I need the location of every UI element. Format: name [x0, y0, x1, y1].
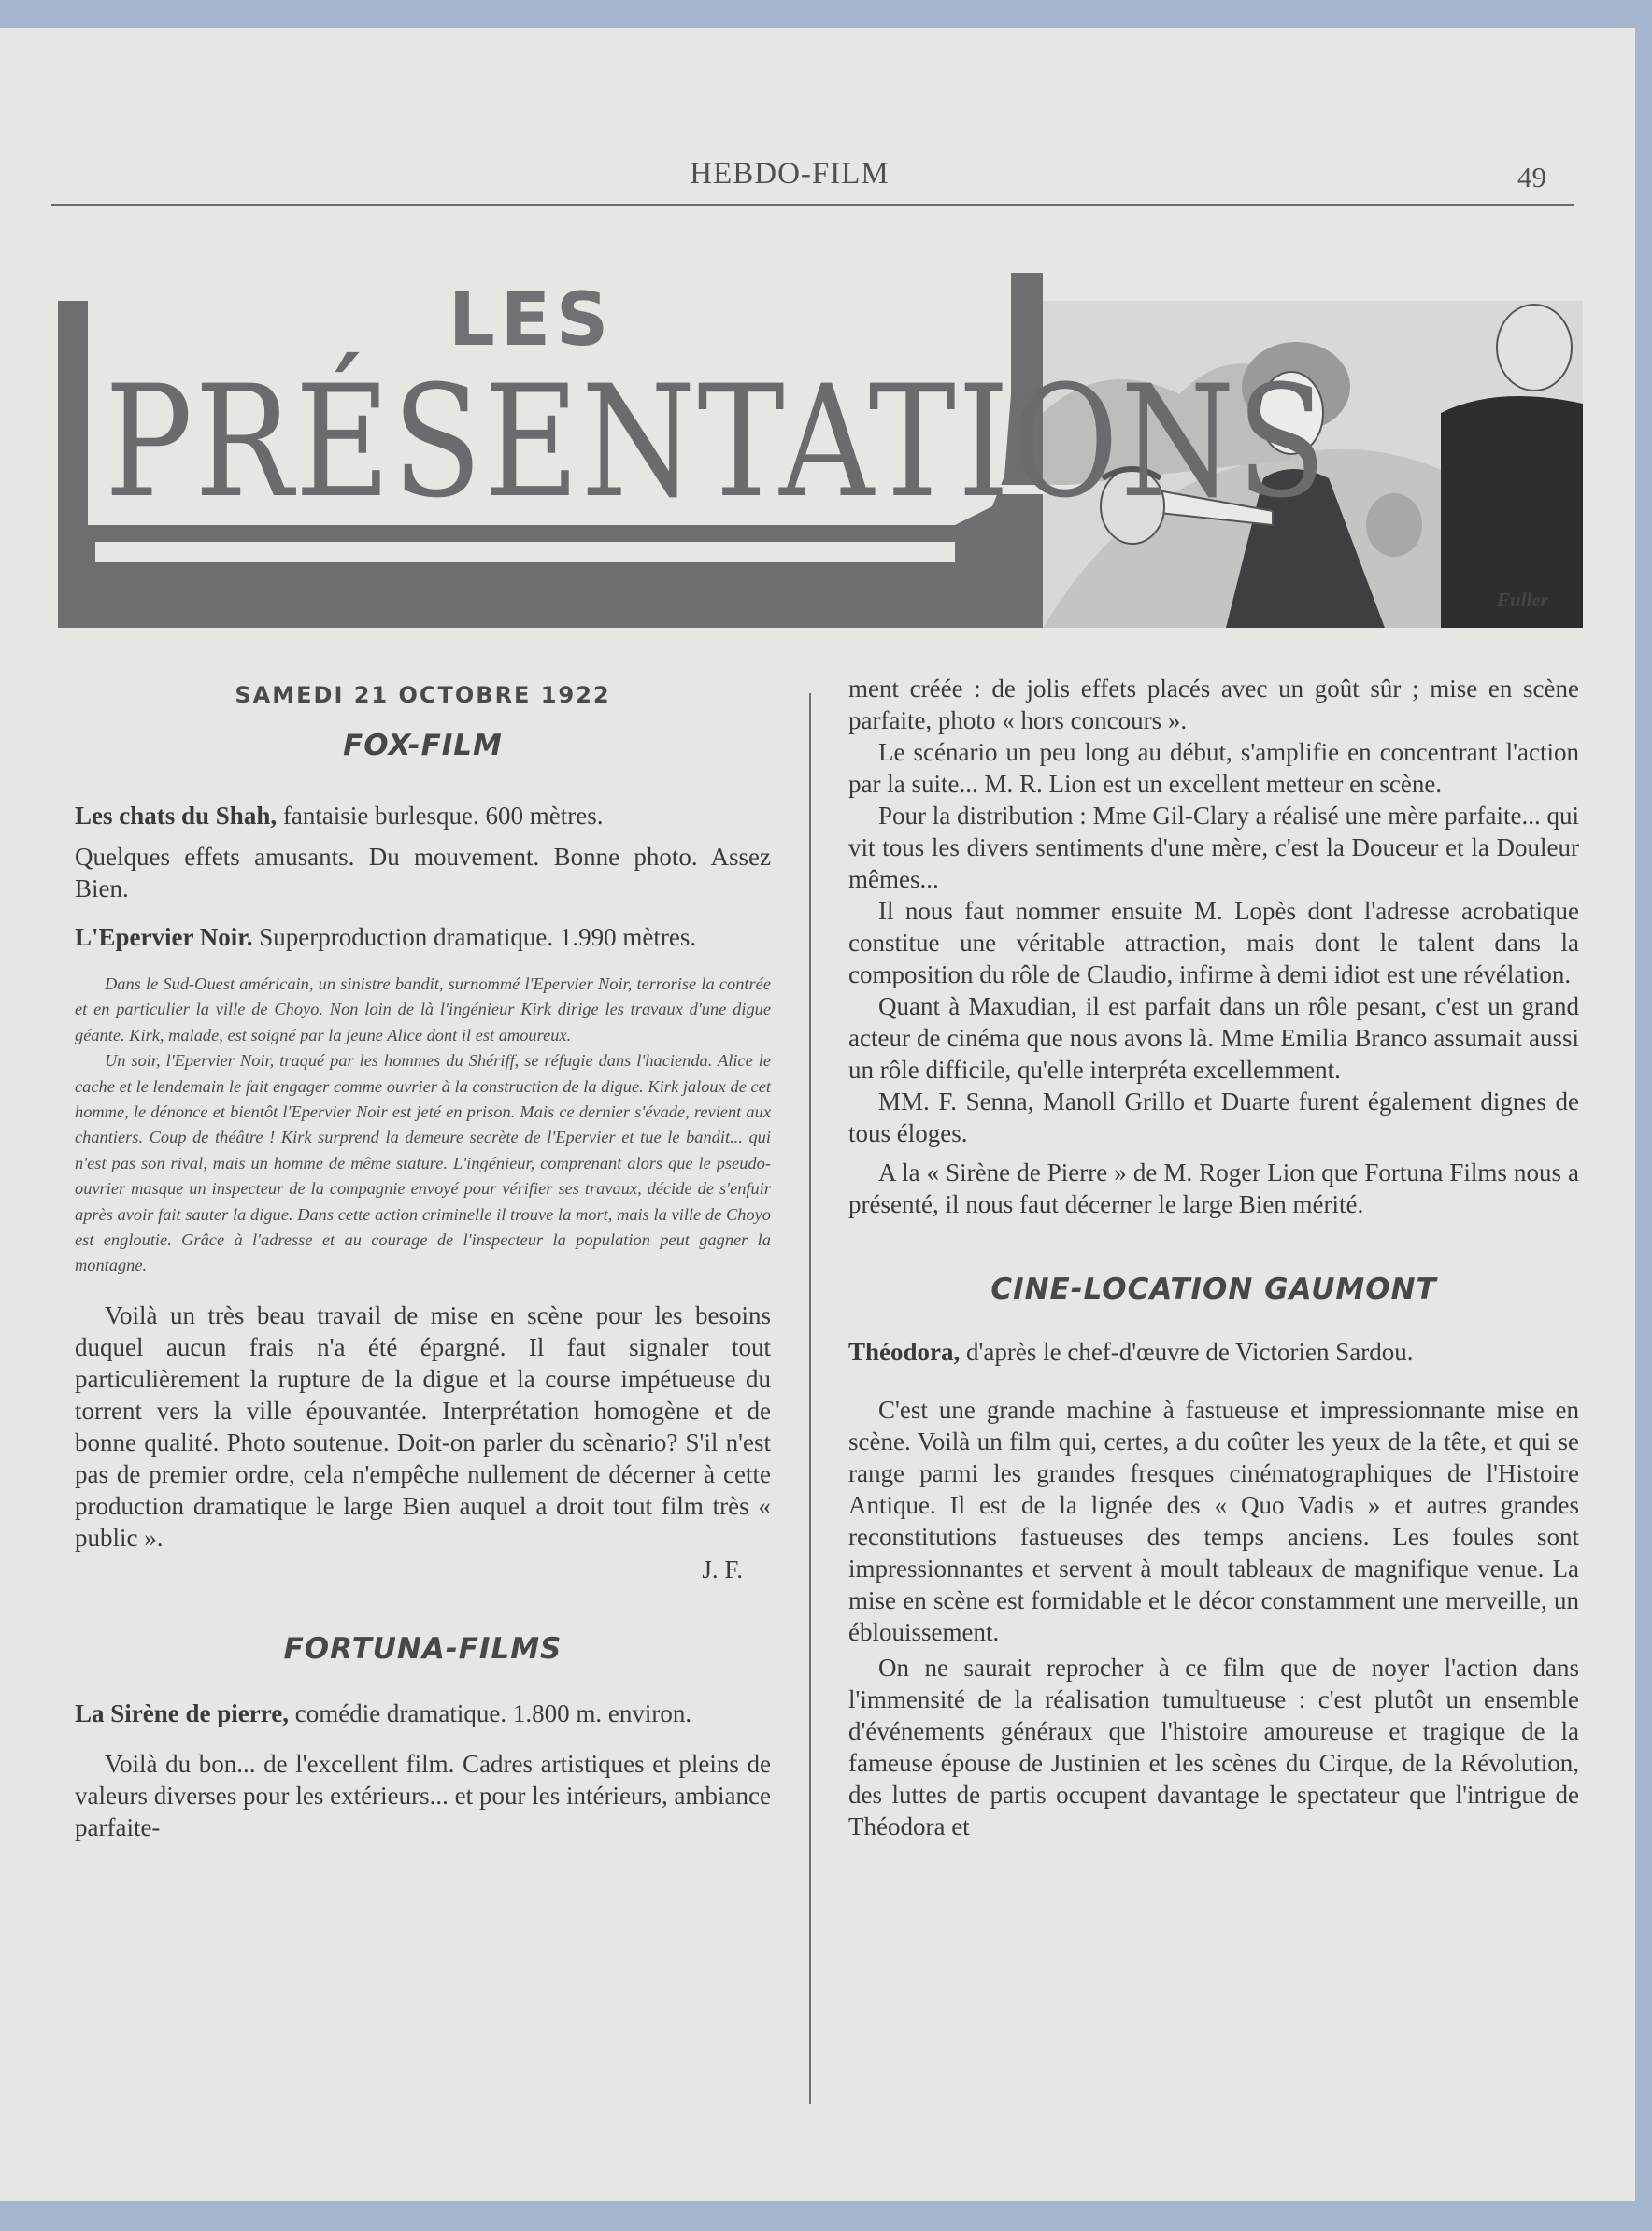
film-entry — [75, 1698, 771, 1729]
magazine-page — [0, 28, 1635, 2201]
header-rule — [51, 204, 1574, 206]
film-review: Voilà un très beau travail de mise en scène pour les besoins duquel aucun frais n'a été épargné. Il faut signaler tout particulièrement la rupture de la digue et la course impétueuse du torrent vers la ville épouvantée. Interprétation homogène et de bonne qualité. Photo soutenue. Doit-on parler du scènario? S'il n'est pas de premier ordre, cela n'empêche nullement de décerner à cette production dramatique le large Bien auquel a droit tout film très « public ». — [75, 1300, 771, 1552]
film-entry — [75, 921, 771, 953]
synopsis-paragraph: Un soir, l'Epervier Noir, traqué par les hommes du Shériff, se réfugie dans l'hacienda. Alice le cache et le lendemain le fait engager comme ouvrier à la construction de la digue. Kirk jaloux de cet homme, le dénonce et bientôt l'Epervier Noir est jeté en prison. Mais ce dernier s'évade, revient aux chantiers. Coup de théâtre ! Kirk surprend la demeure secrète de l'Epervier et tue le bandit... qui n'est pas son rival, mais un homme de même stature. L'ingénieur, comprenant alors que le pseudo-ouvrier masque un inspecteur de la compagnie envoyé pour vérifier ses travaux, décide de s'enfuir après avoir fait sauter la digue. Dans cette action criminelle il trouve la mort, mais la ville de Choyo est engloutie. Grâce à l'adresse et au courage de l'inspecteur la population peut gagner la montagne. — [75, 1051, 771, 1275]
presentations-banner — [58, 245, 1583, 639]
review-paragraph: Pour la distribution : Mme Gil-Clary a réalisé une mère parfaite... qui vit tous les divers sentiments d'une mère, c'est la Douceur et la Douleur mêmes... — [848, 802, 1579, 893]
section-heading-fortuna: FORTUNA-FILMS — [283, 1631, 563, 1666]
dateline: SAMEDI 21 OCTOBRE 1922 — [235, 682, 611, 708]
film-desc: fantaisie burlesque. 600 mètres. — [277, 802, 604, 830]
artist-signature: Fuller — [1497, 589, 1548, 611]
section-heading-fox: FOX-FILM — [343, 729, 503, 762]
film-review: Quelques effets amusants. Du mouvement. Bonne photo. Assez Bien. — [75, 843, 771, 902]
review-signature: J. F. — [702, 1555, 743, 1584]
film-desc: Superproduction dramatique. 1.990 mètres. — [252, 923, 697, 951]
film-title: Théodora, — [848, 1338, 961, 1366]
film-title: La Sirène de pierre, — [75, 1698, 289, 1727]
running-title: HEBDO-FILM — [690, 157, 890, 191]
page-number: 49 — [1517, 161, 1546, 193]
film-title: L'Epervier Noir. — [75, 923, 253, 951]
review-paragraph: Il nous faut nommer ensuite M. Lopès dont l'adresse acrobatique constitue une véritable attraction, mais dont le talent dans la composition du rôle de Claudio, infirme à demi idiot est une révélation. — [848, 897, 1579, 988]
review-paragraph: Le scénario un peu long au début, s'amplifie en concentrant l'action par la suite... M. R. Lion est un excellent metteur en scène. — [848, 738, 1579, 798]
film-desc: d'après le chef-d'œuvre de Victorien Sardou. — [960, 1338, 1414, 1366]
film-entry — [848, 1336, 1579, 1368]
column-rule — [809, 693, 811, 2104]
review-paragraph: Quant à Maxudian, il est parfait dans un rôle pesant, c'est un grand acteur de cinéma que nous avons là. Mme Emilia Branco assumait aussi un rôle difficile, qu'elle interpréta excellemment. — [848, 992, 1579, 1084]
column-left — [75, 673, 771, 2130]
film-desc: comédie dramatique. 1.800 m. environ. — [288, 1698, 692, 1727]
review-paragraph: C'est une grande machine à fastueuse et impressionnante mise en scène. Voilà un film qui, certes, a du coûter les yeux de la tête, et qui se range parmi les grandes fresques cinématographiques de l'Histoire Antique. Il est de la lignée des « Quo Vadis » et autres grandes reconstitutions fastueuses des temps anciens. Les foules sont impressionnantes et servent à moult tableaux de magnifique venue. La mise en scène est formidable et le décor constamment une merveille, un éblouissement. — [848, 1396, 1579, 1646]
film-title: Les chats du Shah, — [75, 802, 278, 830]
review-paragraph: On ne saurait reprocher à ce film que de noyer l'action dans l'immensité de la réalisation tumultueuse : c'est plutôt un ensemble d'événements généraux que l'histoire amoureuse et tragique de la fameuse épouse de Justinien et les scènes du Cirque, de la Révolution, des luttes de partis occupent davantage le spectateur que l'intrigue de Théodora et — [848, 1654, 1579, 1840]
banner-presentations: PRÉSENTATIONS — [105, 352, 1329, 533]
section-heading-gaumont: CINE-LOCATION GAUMONT — [990, 1272, 1437, 1306]
column-right — [848, 673, 1579, 2130]
banner-les: LES — [449, 278, 615, 362]
synopsis-paragraph: Dans le Sud-Ouest américain, un sinistre bandit, surnommé l'Epervier Noir, terrorise la contrée et en particulier la ville de Choyo. Non loin de là l'ingénieur Kirk dirige les travaux d'une digue géante. Kirk, malade, est soigné par la jeune Alice dont il est amoureux. — [75, 974, 771, 1044]
film-entry — [75, 800, 771, 831]
film-review: Voilà du bon... de l'excellent film. Cadres artistiques et pleins de valeurs diverses pour les extérieurs... et pour les intérieurs, ambiance parfaite- — [75, 1749, 771, 1841]
review-paragraph: ment créée : de jolis effets placés avec un goût sûr ; mise en scène parfaite, photo « hors concours ». — [848, 675, 1579, 734]
review-paragraph: A la « Sirène de Pierre » de M. Roger Lion que Fortuna Films nous a présenté, il nous faut décerner le large Bien mérité. — [848, 1158, 1579, 1218]
review-paragraph: MM. F. Senna, Manoll Grillo et Duarte furent également dignes de tous éloges. — [848, 1087, 1579, 1147]
